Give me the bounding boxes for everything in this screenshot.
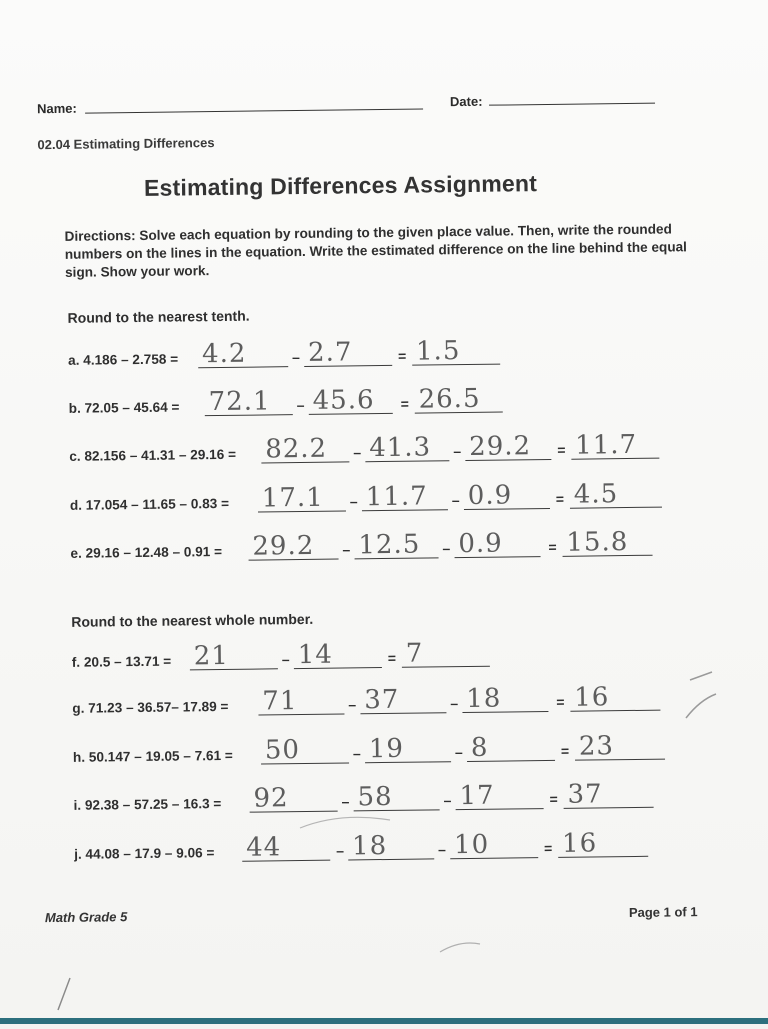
problem-label: g. 71.23 – 36.57– 17.89 =: [72, 698, 229, 716]
section-heading-whole: Round to the nearest whole number.: [71, 610, 314, 630]
equals-sign: =: [560, 742, 570, 759]
minus-sign: –: [453, 443, 462, 460]
minus-sign: –: [341, 793, 350, 810]
equals-sign: =: [549, 790, 558, 807]
handwritten-answer: 23: [578, 731, 615, 762]
minus-sign: –: [451, 492, 460, 509]
stray-mark: [58, 978, 70, 1010]
minus-sign: –: [296, 396, 305, 414]
handwritten-answer: 17: [459, 780, 495, 812]
handwritten-answer: 18: [351, 830, 388, 862]
handwritten-answer: 11.7: [575, 429, 638, 461]
minus-sign: –: [443, 792, 452, 809]
handwritten-answer: 14: [297, 639, 334, 671]
date-label: Date:: [449, 93, 483, 110]
handwritten-answer: 41.3: [369, 432, 432, 464]
page-title: Estimating Differences Assignment: [143, 170, 538, 201]
handwritten-answer: 8: [470, 732, 489, 763]
problem-label: a. 4.186 – 2.758 =: [68, 351, 179, 368]
footer-subject: Math Grade 5: [44, 909, 128, 926]
handwritten-answer: 16: [574, 682, 610, 713]
minus-sign: –: [349, 493, 358, 510]
handwritten-answer: 10: [453, 829, 490, 861]
handwritten-answer: 50: [264, 735, 301, 766]
equals-sign: =: [397, 347, 407, 364]
handwritten-answer: 4.2: [201, 338, 247, 370]
handwritten-answer: 29.2: [252, 530, 315, 562]
equals-sign: =: [556, 693, 565, 710]
equals-sign: =: [400, 395, 409, 412]
handwritten-answer: 45.6: [312, 385, 375, 416]
minus-sign: –: [352, 745, 361, 762]
handwritten-answer: 26.5: [418, 383, 481, 415]
handwritten-answer: 4.5: [573, 479, 619, 510]
handwritten-answer: 11.7: [365, 481, 428, 513]
handwritten-answer: 72.1: [208, 386, 271, 418]
handwritten-answer: 16: [561, 828, 598, 859]
minus-sign: –: [342, 541, 351, 558]
stray-mark: [300, 817, 390, 828]
handwritten-answer: 21: [193, 640, 230, 672]
minus-sign: –: [336, 842, 345, 859]
problem-label: i. 92.38 – 57.25 – 16.3 =: [73, 796, 222, 813]
minus-sign: –: [281, 651, 290, 668]
stray-mark: [690, 672, 712, 680]
equals-sign: =: [555, 490, 565, 507]
problem-label: f. 20.5 – 13.71 =: [71, 653, 172, 670]
handwritten-answer: 7: [405, 638, 424, 669]
directions: Directions: Solve each equation by rounding to the given place value. Then, write the rounded numbers on the lines in the equation. Write the estimated difference on the line behind the equal sign. Show your work.: [64, 221, 687, 280]
handwritten-answer: 15.8: [566, 527, 629, 558]
handwritten-answer: 44: [245, 832, 282, 863]
handwritten-answer: 0.9: [458, 528, 503, 560]
handwritten-answer: 2.7: [307, 337, 353, 368]
handwritten-answer: 17.1: [261, 482, 324, 514]
minus-sign: –: [442, 540, 451, 557]
minus-sign: –: [438, 841, 447, 858]
handwritten-answer: 92: [253, 783, 289, 814]
minus-sign: –: [450, 695, 459, 712]
handwritten-answer: 19: [368, 733, 405, 765]
problem-label: b. 72.05 – 45.64 =: [68, 399, 180, 416]
minus-sign: –: [348, 696, 357, 713]
scan-edge: [0, 1018, 768, 1024]
handwritten-answer: 82.2: [265, 433, 328, 465]
handwritten-answer: 1.5: [415, 336, 461, 367]
handwritten-answer: 58: [357, 781, 393, 813]
minus-sign: –: [292, 349, 300, 366]
problem-label: j. 44.08 – 17.9 – 9.06 =: [74, 845, 215, 862]
stray-mark: [686, 694, 716, 718]
handwritten-answer: 37: [364, 684, 400, 716]
handwritten-answer: 18: [466, 683, 502, 715]
handwritten-answer: 37: [567, 779, 603, 810]
problem-label: c. 82.156 – 41.31 – 29.16 =: [69, 446, 237, 464]
footer-page-number: Page 1 of 1: [628, 904, 698, 921]
stray-mark: [440, 943, 480, 952]
handwritten-answer: 71: [262, 686, 298, 717]
equals-sign: =: [557, 441, 566, 458]
equals-sign: =: [387, 649, 397, 666]
handwritten-answer: 0.9: [467, 480, 513, 511]
equals-sign: =: [548, 538, 557, 555]
handwritten-answer: 29.2: [469, 431, 532, 462]
minus-sign: –: [353, 444, 362, 461]
problem-label: d. 17.054 – 11.65 – 0.83 =: [69, 495, 230, 513]
problem-label: h. 50.147 – 19.05 – 7.61 =: [72, 747, 233, 765]
handwritten-answer: 12.5: [358, 529, 421, 561]
section-heading-tenth: Round to the nearest tenth.: [67, 307, 250, 326]
name-label: Name:: [36, 100, 77, 117]
problem-label: e. 29.16 – 12.48 – 0.91 =: [70, 543, 223, 561]
equals-sign: =: [544, 839, 553, 857]
minus-sign: –: [454, 744, 463, 761]
course-code: 02.04 Estimating Differences: [37, 135, 215, 153]
